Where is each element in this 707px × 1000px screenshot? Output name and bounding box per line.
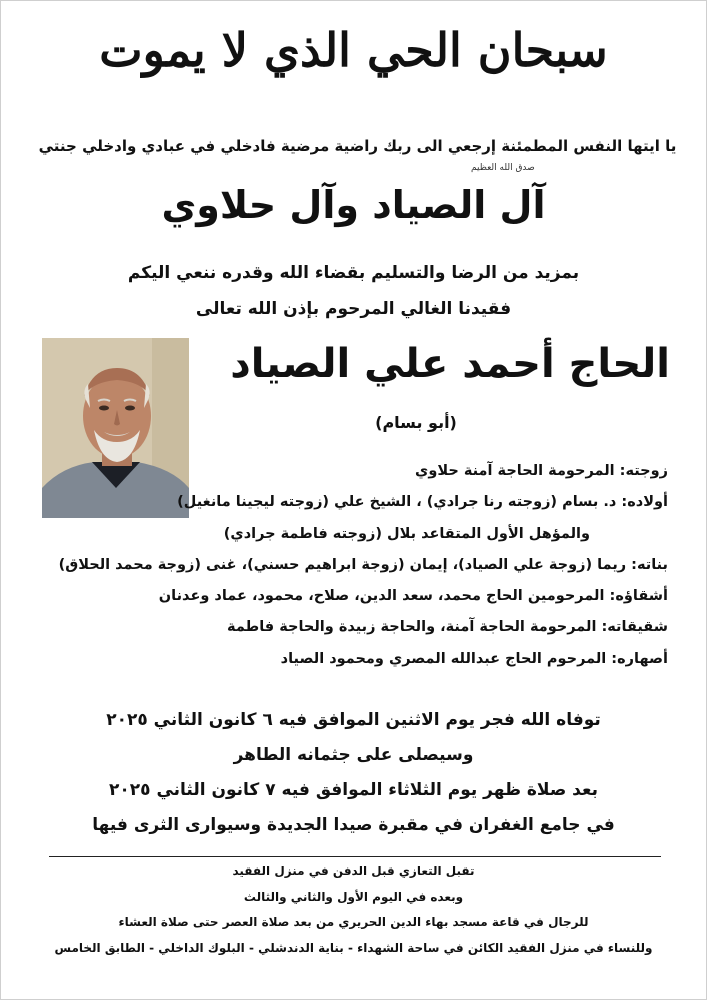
funeral-line-place: في جامع الغفران في مقبرة صيدا الجديدة وسيوارى الثرى فيها [92,815,615,835]
relative-line-sisters: شقيقاته: المرحومة الحاجة آمنة، والحاجة زبيدة والحاجة فاطمة [227,619,668,636]
relative-line-sons: أولاده: د. بسام (زوجته رنا جرادي) ، الشيخ علي (زوجته ليجينا مانغيل) [177,494,668,511]
condolence-line-women: وللنساء في منزل الفقيد الكائن في ساحة الشهداء - بناية الدندشلي - البلوك الداخلي - الطابق الخامس [54,940,653,955]
section-divider [49,856,661,857]
funeral-line-time: بعد صلاة ظهر يوم الثلاثاء الموافق فيه ٧ كانون الثاني ٢٠٢٥ [109,780,598,800]
relative-line-in-laws: أصهاره: المرحوم الحاج عبدالله المصري ومحمود الصياد [280,650,668,667]
intro-line-2: فقيدنا الغالي المرحوم بإذن الله تعالى [195,299,512,319]
intro-line-1: بمزيد من الرضا والتسليم بقضاء الله وقدره ننعي اليكم [127,263,580,283]
verse-citation: صدق الله العظيم [471,163,535,173]
condolence-line-1: تقبل التعازي قبل الدفن في منزل الفقيد [232,864,475,878]
condolence-line-2: وبعده في اليوم الأول والثاني والثالث [243,889,464,904]
funeral-line-prayer: وسيصلى على جثمانه الطاهر [233,745,474,765]
condolence-line-men: للرجال في قاعة مسجد بهاء الدين الحريري من بعد صلاة العصر حتى صلاة العشاء [118,915,589,929]
funeral-line-death: توفاه الله فجر يوم الاثنين الموافق فيه ٦ كانون الثاني ٢٠٢٥ [106,710,601,730]
quran-verse: يا ايتها النفس المطمئنة إرجعي الى ربك راضية مرضية فادخلي في عبادي وادخلي جنتي [38,137,677,155]
deceased-nickname: (أبو بسام) [375,413,457,432]
relative-line-daughters: بناته: ريما (زوجة علي الصياد)، إيمان (زوجة ابراهيم حسني)، غنى (زوجة محمد الحلاق) [58,556,668,573]
relative-line-wife: زوجته: المرحومة الحاجة آمنة حلاوي [415,463,668,479]
family-names: آل الصياد وآل حلاوي [161,183,546,227]
relatives-list [21,456,668,675]
relative-line-brothers: أشقاؤه: المرحومين الحاج محمد، سعد الدين، صلاح، محمود، عماد وعدنان [158,588,668,605]
relative-line-sons-cont: والمؤهل الأول المتقاعد بلال (زوجته فاطمة جرادي) [223,525,590,542]
deceased-name: الحاج أحمد علي الصياد [230,341,670,387]
calligraphy-header: سبحان الحي الذي لا يموت [99,23,608,77]
condolence-details [31,859,676,961]
funeral-details [41,703,666,843]
